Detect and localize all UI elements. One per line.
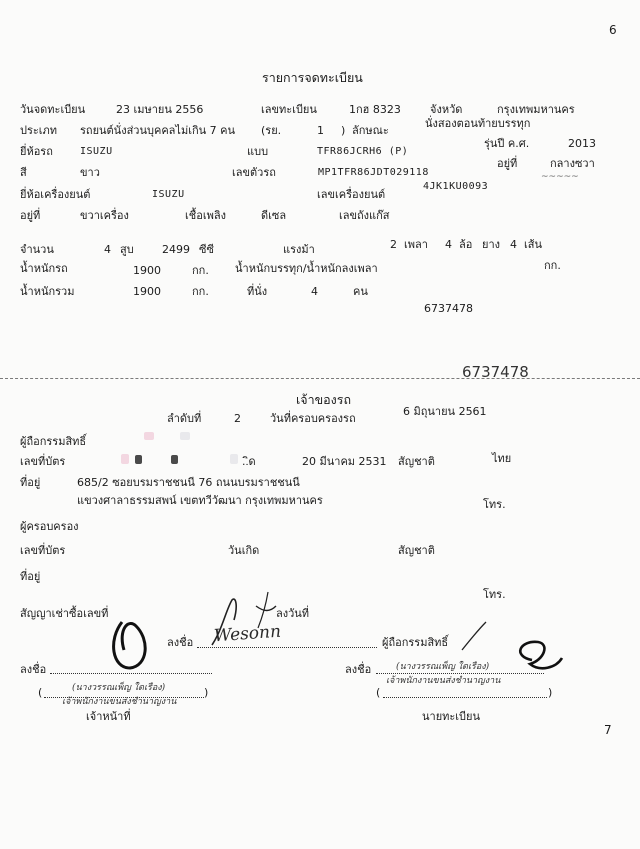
left-paren-line: ( (38, 686, 43, 699)
province-label: จังหวัด (430, 103, 463, 116)
lease-date-label: ลงวันที่ (276, 607, 310, 620)
sign-line-right (376, 673, 544, 674)
right-paren-close: ) (548, 686, 553, 699)
plate-value: 1กฮ 8323 (349, 103, 401, 116)
sequence-value: 2 (234, 412, 241, 425)
sequence-label: ลำดับที่ (167, 412, 202, 425)
count-label: จำนวน (20, 243, 54, 256)
axle-value: 2 (390, 238, 397, 251)
cc-value: 2499 (162, 243, 190, 256)
province-value: กรุงเทพมหานคร (497, 103, 575, 116)
address-line1: 685/2 ซอยบรมราชชนนี 76 ถนนบรมราชชนนี (77, 476, 300, 489)
address-label: ที่อยู่ (20, 476, 41, 489)
hp-label: แรงม้า (283, 243, 315, 256)
fuel-label: เชื้อเพลิง (185, 209, 226, 222)
engine-loc-label: อยู่ที่ (20, 209, 41, 222)
sign-label-right: ลงชื่อ (345, 663, 372, 676)
brand-value: ISUZU (80, 146, 113, 157)
location-label: อยู่ที่ (497, 157, 518, 170)
total-weight-unit: กก. (192, 285, 209, 298)
id-label: เลขที่บัตร (20, 455, 66, 468)
total-weight-label: น้ำหนักรวม (20, 285, 75, 298)
possessor-label: ผู้ครอบครอง (20, 520, 79, 533)
cc-unit: ซีซี (199, 243, 214, 256)
nationality-label-2: สัญชาติ (398, 544, 435, 557)
right-position: เจ้าพนักงานขนส่งชำนาญงาน (386, 676, 501, 686)
type-label: ประเภท (20, 124, 58, 137)
engine-brand-value: ISUZU (152, 189, 185, 200)
load-weight-unit: กก. (544, 259, 561, 272)
vehicle-weight-value: 1900 (133, 264, 161, 277)
engine-no-label: เลขเครื่องยนต์ (317, 188, 386, 201)
model-label: แบบ (247, 145, 269, 158)
serial-number: 6737478 (424, 302, 473, 315)
left-title: เจ้าหน้าที่ (86, 710, 131, 723)
engine-brand-label: ยี่ห้อเครื่องยนต์ (20, 188, 91, 201)
tire-value: 4 (510, 238, 517, 251)
axle-label: เพลา (404, 238, 428, 251)
phone-label-2: โทร. (483, 588, 506, 601)
code-close: ) (341, 124, 346, 137)
plate-label: เลขทะเบียน (261, 103, 317, 116)
location-smudge: ~~~~~ (541, 172, 579, 182)
redacted-block (144, 432, 154, 440)
reg-date-value: 23 เมษายน 2556 (116, 103, 204, 116)
year-value: 2013 (568, 137, 596, 150)
possession-date-label: วันที่ครอบครองรถ (270, 412, 356, 425)
possession-date-value: 6 มิถุนายน 2561 (403, 405, 487, 418)
right-name-line (383, 697, 547, 698)
serial-cut: 6737478 (462, 365, 529, 377)
handwritten-signature-center: Wesonn (213, 621, 282, 647)
wheel-label: ล้อ (459, 238, 473, 251)
vehicle-weight-label: น้ำหนักรถ (20, 262, 68, 275)
sign-line-left (50, 673, 212, 674)
id-label-2: เลขที่บัตร (20, 544, 66, 557)
fuel-value: ดีเซล (261, 209, 287, 222)
cylinders-unit: สูบ (120, 243, 134, 256)
sign-label-center: ลงชื่อ (167, 636, 194, 649)
wheel-value: 4 (445, 238, 452, 251)
owner-sign-label: ผู้ถือกรรมสิทธิ์ (382, 636, 449, 649)
page-number-top: 6 (609, 23, 617, 37)
address-line2: แขวงศาลาธรรมสพน์ เขตทวีวัฒนา กรุงเทพมหานคร (77, 494, 323, 507)
right-name: (นางวรรณเพ็ญ ใดเรือง) (396, 662, 490, 672)
owner-title: เจ้าของรถ (296, 392, 352, 407)
redacted-block (121, 454, 129, 464)
sign-label-left: ลงชื่อ (20, 663, 47, 676)
reg-date-label: วันจดทะเบียน (20, 103, 86, 116)
gas-tank-label: เลขถังแก๊ส (339, 209, 390, 222)
code-value: 1 (317, 124, 324, 137)
seats-label: ที่นั่ง (247, 285, 268, 298)
redacted-block (135, 455, 142, 464)
left-paren-close: ) (204, 686, 209, 699)
total-weight-value: 1900 (133, 285, 161, 298)
registration-title: รายการจดทะเบียน (262, 70, 363, 85)
color-value: ขาว (80, 166, 100, 179)
page-cut-line (0, 378, 640, 379)
chassis-label: เลขตัวรถ (232, 166, 276, 179)
phone-label: โทร. (483, 498, 506, 511)
brand-label: ยี่ห้อรถ (20, 145, 53, 158)
left-name: (นางวรรณเพ็ญ ใดเรือง) (72, 683, 166, 693)
seats-value: 4 (311, 285, 318, 298)
load-weight-label: น้ำหนักบรรทุก/น้ำหนักลงเพลา (235, 262, 378, 275)
engine-no-value: 4JK1KU0093 (423, 181, 489, 192)
tire-unit: เส้น (524, 238, 542, 251)
birth-value: 20 มีนาคม 2531 (302, 455, 387, 468)
birth-label-2: วันเกิด (228, 544, 260, 557)
nationality-value: ไทย (492, 452, 512, 465)
year-label: รุ่นปี ค.ศ. (484, 137, 530, 150)
character-label: ลักษณะ (352, 124, 389, 137)
lease-label: สัญญาเช่าซื้อเลขที่ (20, 607, 109, 620)
chassis-value: MP1TFR86JDT029118 (318, 167, 429, 178)
character-value: นั่งสองตอนท้ายบรรทุก (425, 117, 531, 130)
right-title: นายทะเบียน (422, 710, 481, 723)
nationality-label: สัญชาติ (398, 455, 435, 468)
right-paren-line: ( (376, 686, 381, 699)
cylinders-value: 4 (104, 243, 111, 256)
engine-loc-value: ขวาเครื่อง (80, 209, 129, 222)
color-label: สี (20, 166, 27, 179)
location-value: กลางซวา (550, 157, 595, 170)
redacted-block (180, 432, 190, 440)
tire-label: ยาง (482, 238, 500, 251)
redacted-block (230, 454, 238, 464)
seats-unit: คน (353, 285, 368, 298)
address-label-2: ที่อยู่ (20, 570, 41, 583)
type-value: รถยนต์นั่งส่วนบุคคลไม่เกิน 7 คน (80, 124, 236, 137)
redacted-block (171, 455, 178, 464)
model-value: TFR86JCRH6 (P) (317, 146, 409, 157)
page-number-bottom: 7 (604, 723, 612, 737)
vehicle-weight-unit: กก. (192, 264, 209, 277)
left-position: เจ้าพนักงานขนส่งชำนาญงาน (62, 697, 177, 707)
code-open: (รย. (261, 124, 282, 137)
birth-label-partial: ..ิด (242, 455, 256, 468)
sign-line-center (197, 647, 377, 648)
owner-label: ผู้ถือกรรมสิทธิ์ (20, 435, 87, 448)
